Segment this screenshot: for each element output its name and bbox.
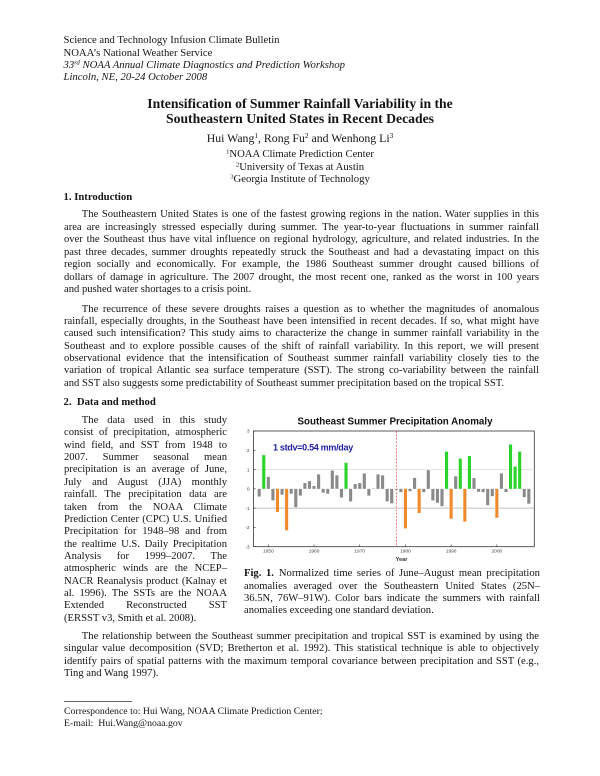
bar-1953: [281, 489, 284, 495]
paragraph-line: (ERSST v3, Smith et al. 2008).: [64, 612, 197, 624]
bar-2003: [509, 445, 512, 489]
stdv-annotation: 1 stdv=0.54 mm/day: [273, 442, 353, 453]
correspondence-footnote: [64, 706, 323, 729]
bar-1996: [477, 489, 480, 492]
bar-1965: [335, 475, 338, 489]
x-tick-label: 1990: [445, 549, 457, 555]
paragraph-line: and SST also suggests some predictability of Southeast summer precipitation based on the tropical SST.: [64, 377, 505, 389]
workshop-title: NOAA Annual Climate Diagnostics and Prediction Workshop: [79, 58, 345, 71]
email-address: Hui.Wang@noaa.gov: [98, 717, 183, 729]
affiliation-marker: 2: [304, 130, 309, 140]
bar-1970: [358, 483, 361, 489]
paragraph-line: caused such intensification? This study aims to characterize the change in summer rainfall variability in the: [64, 328, 539, 340]
figure-1: [236, 408, 540, 568]
author-name: Hui Wang: [206, 131, 255, 145]
author-separator: ,: [258, 131, 264, 145]
paragraph-line: 2007. Summer seasonal mean: [64, 452, 227, 464]
workshop-location-date: Lincoln, NE, 20-24 October 2008: [63, 71, 208, 83]
author-name: Wenhong Li: [331, 131, 390, 145]
bar-1998: [486, 489, 489, 505]
paragraph-line: the realtime U.S. Daily Precipitation: [64, 538, 227, 550]
caption-line: [244, 568, 540, 580]
chart-title: Southeast Summer Precipitation Anomaly: [297, 416, 493, 428]
paragraph-line: Precipitation for 1948–98 and from: [64, 526, 227, 538]
paragraph-line: area are increasingly stressed especially during summer. The year-to-year fluctuations in summer rainfall: [64, 221, 539, 233]
paragraph-line: dollars of damage in agriculture. The 2007 drought, the most recent one, ranked as the worst in 100 years: [64, 271, 539, 283]
title-line: Intensification of Summer Rainfall Variability in the: [147, 96, 453, 111]
bar-1999: [491, 489, 494, 496]
paper-title: [0, 96, 600, 126]
correspondence-line: Correspondence to: Hui Wang, NOAA Climate Prediction Center;: [64, 706, 323, 718]
bar-1956: [294, 489, 297, 507]
bar-2000: [495, 489, 498, 518]
affiliation: [0, 173, 600, 185]
bar-1995: [472, 478, 475, 489]
bar-1958: [303, 483, 306, 489]
paragraph-line: variation of tropical Atlantic sea surface temperature (SST). The strong co-variability between the rainfall: [64, 365, 539, 377]
bar-1984: [422, 489, 425, 492]
affiliation-marker: 3: [389, 130, 394, 140]
paragraph-line: singular value decomposition (SVD; Bretherton et al. 1992). This statistical technique is able to objectively: [64, 643, 539, 655]
agency-name: NOAA’s National Weather Service: [63, 46, 213, 59]
paragraph-line: Southeast and to explore possible causes of the shift of rainfall variability. In this report, we will present: [64, 340, 539, 352]
paragraph-line: rainfall. The precipitation data are: [64, 489, 227, 501]
workshop-name: [64, 59, 345, 71]
affiliation-name: Georgia Institute of Technology: [233, 172, 370, 185]
bar-1955: [290, 489, 293, 494]
affiliation-id: 3: [230, 173, 234, 181]
bar-1985: [427, 470, 430, 489]
author-list: [0, 131, 600, 145]
bar-1981: [408, 489, 411, 491]
bar-1948: [258, 489, 261, 497]
paragraph-line: rainfall, especially droughts, in the Southeast have been intensified in recent decades. If so, what might have: [64, 316, 539, 328]
paragraph-line: The relationship between the Southeast summer precipitation and tropical SST is examined by using the: [81, 631, 539, 642]
bar-1951: [271, 489, 274, 501]
paragraph-line: and pushed water shortages to a crisis point.: [64, 284, 252, 296]
paragraph-line: observational evidence that the intensification of Southeast summer rainfall variability closely ties to the: [64, 353, 539, 365]
y-tick-label: 3: [246, 429, 250, 435]
paragraph-line: al. 1996). The SSTs are the NOAA: [64, 588, 227, 600]
bar-1997: [482, 489, 485, 492]
bar-2005: [518, 452, 521, 489]
bar-1979: [399, 489, 402, 492]
paragraph-line: The recurrence of these severe droughts raises a question as to whether the magnitudes of anomalous: [81, 303, 539, 315]
bar-1966: [340, 489, 343, 498]
data-method-paragraph-2: [64, 631, 539, 681]
bar-2001: [500, 473, 503, 488]
bar-1969: [354, 484, 357, 489]
x-tick-label: 2000: [491, 549, 503, 555]
paragraph-line: over the Southeast thus have vital influence on regional hydrology, agriculture, and related industries. In the: [64, 234, 539, 246]
bar-1949: [262, 455, 265, 489]
y-tick-label: -3: [245, 545, 250, 551]
figure-label: Fig. 1.: [244, 568, 274, 580]
paragraph-line: Extended Reconstructed SST: [64, 600, 227, 612]
bulletin-header: [64, 34, 345, 83]
email-line: [64, 718, 323, 730]
bar-1977: [390, 489, 393, 503]
paragraph-line: atmospheric winds are the NCEP–: [64, 563, 227, 575]
x-tick-label: 1950: [263, 549, 274, 555]
intro-paragraph-2: [64, 304, 539, 390]
section-heading-data-and-method: 2. Data and method: [63, 396, 156, 408]
affiliation: [0, 161, 600, 173]
paragraph-line: Ting and Wang 1997).: [64, 668, 159, 680]
affiliation: [0, 148, 600, 160]
bar-1986: [431, 489, 434, 501]
precipitation-anomaly-chart: [236, 408, 540, 568]
bar-1980: [404, 489, 407, 529]
affiliation-id: 2: [235, 161, 240, 169]
paragraph-line: past three decades, summer droughts repeatedly struck the Southeast and had a devastating impact on this: [64, 246, 539, 258]
bar-1991: [454, 476, 457, 489]
bar-1967: [344, 463, 347, 489]
title-line: Southeastern United States in Recent Decades: [165, 111, 435, 126]
bar-1974: [376, 474, 379, 488]
x-axis-label: Year: [395, 557, 408, 563]
affiliation-name: University of Texas at Austin: [239, 160, 365, 173]
bar-1963: [326, 489, 329, 494]
caption-text: Normalized time series of June–August mean precipitation: [278, 568, 540, 580]
bar-1994: [468, 456, 471, 489]
bar-1960: [312, 486, 315, 489]
bar-1972: [367, 489, 370, 496]
y-tick-label: 0: [246, 487, 250, 493]
affiliation-name: NOAA Climate Prediction Center: [229, 148, 374, 161]
bar-1971: [363, 473, 366, 488]
bar-1983: [418, 489, 421, 513]
bar-1975: [381, 475, 384, 489]
affiliation-id: 1: [226, 148, 230, 156]
data-method-column-text: [64, 415, 227, 625]
figure-caption: [244, 568, 540, 617]
paragraph-line: The data used in this study: [81, 415, 227, 426]
intro-paragraph-1: [64, 209, 539, 297]
bar-1968: [349, 489, 352, 502]
paragraph-line: precipitation is an average of June,: [64, 464, 227, 476]
bulletin-name: Science and Technology Infusion Climate Bulletin: [63, 34, 280, 47]
x-tick-label: 1970: [354, 549, 366, 555]
bar-1982: [413, 478, 416, 489]
section-heading-introduction: 1. Introduction: [63, 191, 133, 203]
paragraph-line: Prediction Center (CPC) U.S. Unified: [64, 513, 227, 525]
paragraph-line: NACR Reanalysis product (Kalnay et: [64, 575, 227, 587]
y-tick-label: -2: [245, 526, 250, 532]
paragraph-line: region socially and economically. For example, the 1986 Southeast summer drought caused billions of: [64, 259, 539, 271]
bar-1992: [459, 459, 462, 489]
affiliation-list: [0, 148, 600, 185]
bar-2007: [527, 489, 530, 504]
workshop-ordinal: 33: [63, 58, 75, 71]
paragraph-line: July and August (JJA) monthly: [64, 476, 227, 488]
affiliation-marker: 1: [254, 130, 259, 140]
bar-1989: [445, 452, 448, 489]
bar-1964: [331, 471, 334, 489]
bar-1976: [386, 489, 389, 502]
bar-1990: [450, 489, 453, 519]
bar-1957: [299, 489, 302, 496]
caption-line: 36.5N, 76W–91W). Color bars indicate the summers with rainfall: [244, 593, 540, 605]
caption-line: anomalies exceeding one standard deviation.: [244, 605, 434, 617]
bar-1988: [440, 489, 443, 506]
bar-1954: [285, 489, 288, 530]
paragraph-line: identify pairs of spatial patterns with the maximum temporal covariance between precipitation and SST (e.g.,: [64, 655, 539, 667]
paragraph-line: wind field, and SST from 1948 to: [64, 439, 227, 451]
caption-line: anomalies averaged over the Southeastern United States (25N–: [244, 580, 540, 592]
workshop-ordinal-suffix: rd: [74, 59, 80, 67]
bar-1961: [317, 474, 320, 488]
paragraph-line: Analysis for 1999–2007. The: [64, 550, 227, 562]
y-tick-label: 2: [246, 448, 250, 454]
bar-1987: [436, 489, 439, 503]
bar-2006: [523, 489, 526, 497]
bar-2004: [514, 466, 517, 488]
y-tick-label: 1: [246, 468, 250, 474]
y-tick-label: -1: [245, 506, 250, 512]
bar-1962: [322, 489, 325, 493]
bar-1959: [308, 481, 311, 489]
x-tick-label: 1980: [400, 549, 411, 555]
bar-1978: [395, 489, 398, 490]
paragraph-line: The Southeastern United States is one of the fastest growing regions in the nation. Water supplies in this: [81, 209, 539, 221]
bar-1950: [267, 477, 270, 489]
x-tick-label: 1960: [308, 549, 320, 555]
bar-2002: [504, 489, 507, 492]
paragraph-line: consist of precipitation, atmospheric: [64, 427, 227, 439]
email-label: E-mail:: [64, 717, 94, 729]
bar-1993: [463, 489, 466, 522]
author-separator: and: [308, 131, 332, 145]
author-name: Rong Fu: [263, 131, 305, 145]
paragraph-line: taken from the NOAA Climate: [64, 501, 227, 513]
footnote-divider: [64, 701, 132, 702]
bar-1952: [276, 489, 279, 512]
